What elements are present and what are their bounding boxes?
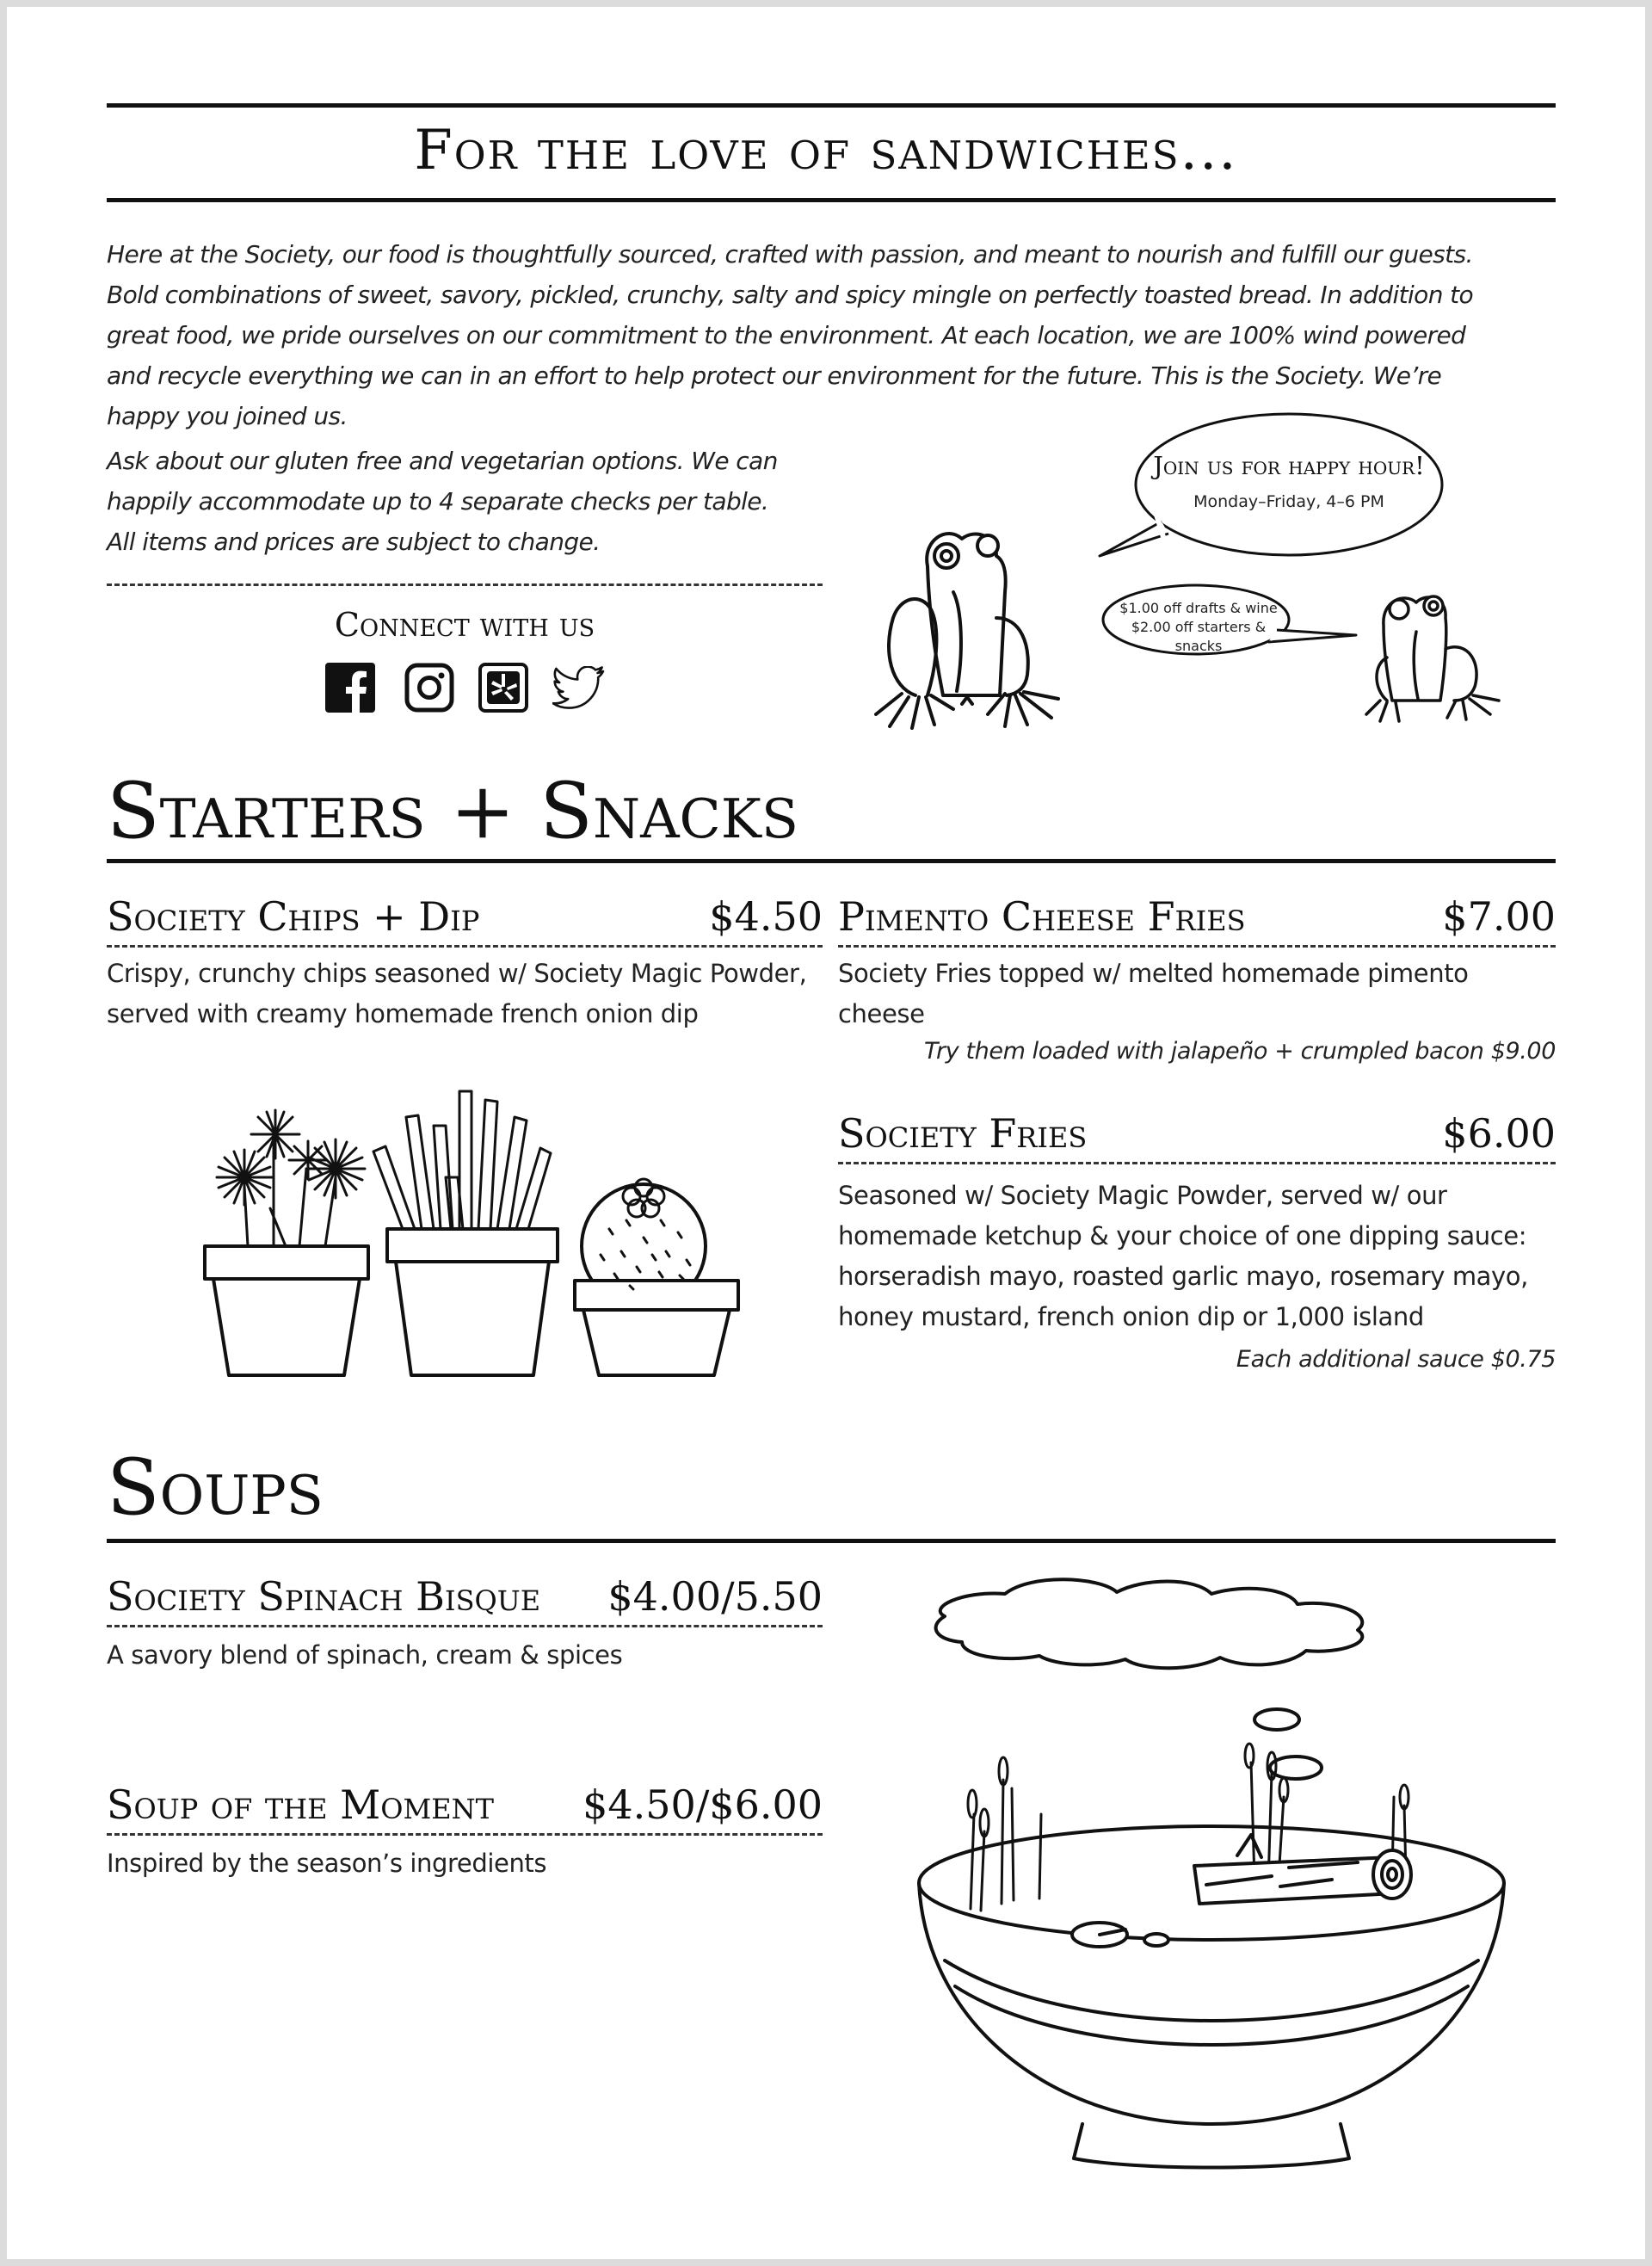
item-divider (838, 945, 1556, 948)
item-divider (838, 1162, 1556, 1164)
item-divider (107, 1625, 823, 1627)
starters-rule (107, 859, 1556, 863)
menu-item-note: Each additional sauce $0.75 (1236, 1346, 1556, 1373)
connect-divider (107, 583, 823, 586)
large-frog-illustration (867, 515, 1091, 738)
menu-item-description: Crispy, crunchy chips seasoned w/ Society Magic Powder, served with creamy homemade french onion dip (107, 959, 807, 1028)
item-divider (107, 1833, 823, 1836)
connect-label: Connect with us (334, 606, 595, 644)
intro-paragraph: Here at the Society, our food is thoughtfully sourced, crafted with passion, and meant to nourish and fulfill our guests. Bold combinations of sweet, savory, pickled, crunchy, salty and spicy mingle on perfectly toasted bread. In addition to great food, we pride ourselves on our commitment to the environment. At each location, we are 100% wind powered and recycle everything we can in an effort to help protect our environment for the future. This is the Society. We’re happy you joined us. (107, 240, 1474, 430)
starters-section-title: Starters + Snacks (107, 766, 798, 856)
potted-plants-illustration (196, 1083, 747, 1392)
menu-item-price: $6.00 (1442, 1110, 1556, 1157)
instagram-icon[interactable] (404, 663, 454, 713)
item-divider (107, 945, 823, 948)
menu-item-description: Society Fries topped w/ melted homemade pimento cheese (838, 959, 1469, 1028)
menu-item-name: Society Fries (838, 1110, 1088, 1157)
notice-paragraph: Ask about our gluten free and vegetarian options. We can happily accommodate up to 4 separate checks per table. All items and prices are subject to change. (107, 447, 778, 556)
facebook-icon[interactable] (325, 663, 375, 713)
menu-item-price: $4.50/$6.00 (583, 1781, 823, 1828)
menu-item-name: Pimento Cheese Fries (838, 893, 1246, 940)
deal-drafts: $1.00 off drafts & wine (1119, 600, 1278, 616)
page-title: For the love of sandwiches... (414, 119, 1238, 182)
deal-starters: $2.00 off starters & snacks (1131, 619, 1267, 654)
header-bottom-rule (107, 198, 1556, 202)
menu-page (7, 7, 1645, 2259)
small-frog-illustration (1361, 580, 1516, 735)
soup-bowl-illustration (910, 1573, 1513, 2201)
header-top-rule (107, 103, 1556, 108)
menu-item-price: $4.00/5.50 (607, 1573, 823, 1620)
happy-hour-title: Join us for happy hour! (1153, 451, 1425, 480)
happy-hour-bubble (1091, 411, 1452, 566)
menu-item-description: Inspired by the season’s ingredients (107, 1849, 547, 1878)
happy-hour-hours: Monday–Friday, 4–6 PM (1193, 492, 1384, 511)
twitter-icon[interactable] (552, 666, 602, 716)
menu-item-note: Try them loaded with jalapeño + crumpled bacon $9.00 (924, 1038, 1556, 1065)
menu-item-price: $4.50 (709, 893, 823, 940)
soups-section-title: Soups (107, 1442, 324, 1533)
menu-item-description: A savory blend of spinach, cream & spices (107, 1640, 623, 1670)
menu-item-name: Society Chips + Dip (107, 893, 480, 940)
yelp-icon[interactable] (478, 663, 528, 713)
menu-item-name: Soup of the Moment (107, 1781, 494, 1828)
menu-item-price: $7.00 (1442, 893, 1556, 940)
menu-item-description: Seasoned w/ Society Magic Powder, served w/ our homemade ketchup & your choice of one dipping sauce: horseradish mayo, roasted garlic mayo, rosemary mayo, honey mustard, french onion dip or 1,000 island (838, 1181, 1528, 1331)
menu-item-name: Society Spinach Bisque (107, 1573, 541, 1620)
soups-rule (107, 1539, 1556, 1543)
